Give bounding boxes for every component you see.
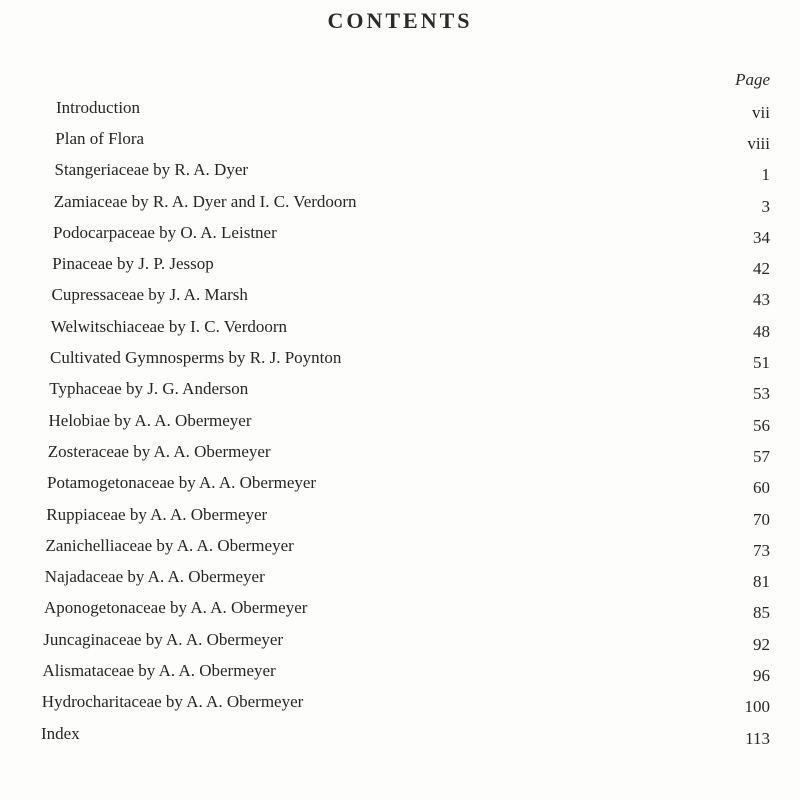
toc-entry <box>0 280 800 311</box>
toc-entry-page: 113 <box>745 728 770 748</box>
dot-leader <box>287 633 714 653</box>
toc-entry-title: Stangeriaceae by R. A. Dyer <box>55 160 253 180</box>
toc-entry <box>0 436 800 467</box>
toc-entry <box>0 499 800 530</box>
page-title: CONTENTS <box>327 8 473 33</box>
page-column-label: Page <box>735 70 770 89</box>
dot-leader <box>252 382 714 402</box>
toc-entry-page: 85 <box>753 603 770 623</box>
toc-entry <box>0 155 800 186</box>
toc-entry-title: Index <box>41 724 84 744</box>
dot-leader <box>256 414 715 434</box>
dot-leader <box>307 695 714 715</box>
toc-entry-page: 34 <box>753 227 770 247</box>
toc-entry <box>0 593 800 624</box>
dot-leader <box>275 445 714 465</box>
dot-leader <box>271 508 714 528</box>
toc-entry-title: Zamiaceae by R. A. Dyer and I. C. Verdoorn <box>54 192 361 212</box>
toc-entry-title: Potamogetonaceae by A. A. Obermeyer <box>47 473 320 493</box>
dot-leader <box>252 163 714 183</box>
toc-entry <box>0 655 800 686</box>
toc-entry-title: Juncaginaceae by A. A. Obermeyer <box>43 630 287 650</box>
dot-leader <box>320 476 714 496</box>
toc-entry-title: Cultivated Gymnosperms by R. J. Poynton <box>50 348 345 368</box>
toc-entry <box>0 311 800 342</box>
dot-leader <box>291 320 714 340</box>
toc-entry-title: Plan of Flora <box>55 129 148 149</box>
toc-entry <box>0 374 800 405</box>
toc-entry-page: 1 <box>761 165 770 185</box>
toc-entry <box>0 687 800 718</box>
toc-entry-title: Welwitschiaceae by I. C. Verdoorn <box>51 317 291 337</box>
toc-entry <box>0 217 800 248</box>
dot-leader <box>218 257 714 277</box>
toc-entry-title: Podocarpaceae by O. A. Leistner <box>53 223 281 243</box>
toc-entry <box>0 123 800 154</box>
dot-leader <box>269 570 714 590</box>
toc-entry-page: 81 <box>753 572 770 592</box>
toc-entry-page: viii <box>747 133 770 153</box>
dot-leader <box>361 195 714 215</box>
toc-entry <box>0 468 800 499</box>
toc-entry-page: 96 <box>753 665 770 685</box>
toc-entry-page: 51 <box>753 353 770 373</box>
toc-entry-title: Zosteraceae by A. A. Obermeyer <box>48 442 275 462</box>
toc-entry-page: 48 <box>753 321 770 341</box>
toc-entry-page: 56 <box>753 415 770 435</box>
toc-entry-title: Pinaceae by J. P. Jessop <box>52 254 217 274</box>
dot-leader <box>148 132 714 152</box>
toc-entry-page: 92 <box>753 634 770 654</box>
toc-entry-page: 57 <box>753 446 770 466</box>
dot-leader <box>298 539 714 559</box>
toc-entry <box>0 561 800 592</box>
toc-entry-title: Zanichelliaceae by A. A. Obermeyer <box>46 536 298 556</box>
toc-entry-title: Ruppiaceae by A. A. Obermeyer <box>46 505 271 525</box>
toc-entry-page: 70 <box>753 509 770 529</box>
toc-entry <box>0 186 800 217</box>
toc-entry-title: Introduction <box>56 98 144 118</box>
toc-entry <box>0 92 800 123</box>
dot-leader <box>144 101 714 121</box>
toc-entry <box>0 718 800 749</box>
toc-entry-title: Aponogetonaceae by A. A. Obermeyer <box>44 598 311 618</box>
toc-entry-title: Najadaceae by A. A. Obermeyer <box>45 567 269 587</box>
dot-leader <box>281 226 714 246</box>
toc-entry-page: 73 <box>753 540 770 560</box>
toc-entry <box>0 405 800 436</box>
toc-entry-page: 60 <box>753 478 770 498</box>
toc-entry <box>0 248 800 279</box>
table-of-contents <box>0 92 800 749</box>
toc-entry-page: 42 <box>753 259 770 279</box>
toc-entry <box>0 530 800 561</box>
toc-entry-title: Helobiae by A. A. Obermeyer <box>49 411 256 431</box>
toc-entry <box>0 342 800 373</box>
dot-leader <box>252 288 714 308</box>
toc-entry-title: Cupressaceae by J. A. Marsh <box>52 285 252 305</box>
dot-leader <box>311 601 714 621</box>
toc-entry-page: 3 <box>761 196 770 216</box>
toc-entry-page: vii <box>752 102 770 122</box>
toc-entry-title: Hydrocharitaceae by A. A. Obermeyer <box>42 692 308 712</box>
dot-leader <box>84 727 714 747</box>
toc-entry-title: Typhaceae by J. G. Anderson <box>49 379 252 399</box>
dot-leader <box>280 664 714 684</box>
toc-entry-page: 100 <box>744 697 770 717</box>
toc-entry <box>0 624 800 655</box>
toc-entry-title: Alismataceae by A. A. Obermeyer <box>43 661 280 681</box>
toc-entry-page: 53 <box>753 384 770 404</box>
dot-leader <box>345 351 714 371</box>
toc-entry-page: 43 <box>753 290 770 310</box>
